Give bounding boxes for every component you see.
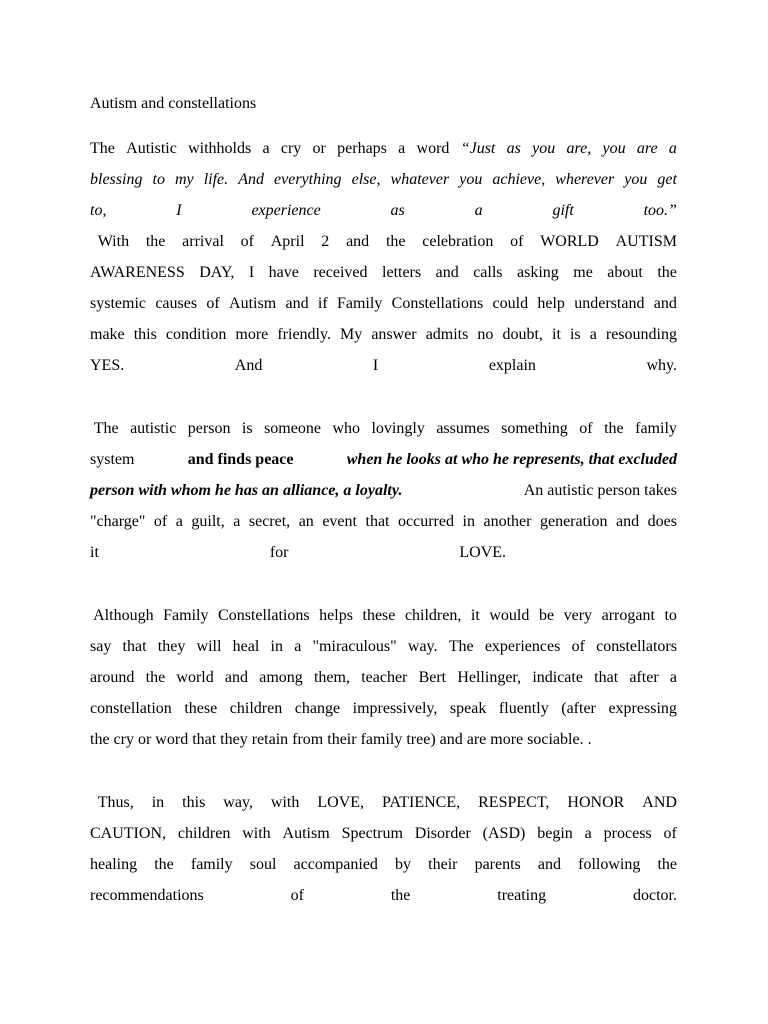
text-line: blessing to my life. And everything else, whatever you achieve, wherever you get <box>90 171 677 188</box>
text-line: YES. And I explain why. <box>90 357 677 374</box>
text-line: around the world and among them, teacher Bert Hellinger, indicate that after a <box>90 669 677 686</box>
text-line: recommendations of the treating doctor. <box>90 887 677 904</box>
text-line: systemic causes of Autism and if Family Constellations could help understand and <box>90 295 677 312</box>
text-line: With the arrival of April 2 and the celebration of WORLD AUTISM <box>90 233 677 250</box>
text-line: CAUTION, children with Autism Spectrum Disorder (ASD) begin a process of <box>90 825 677 842</box>
text-line: Although Family Constellations helps these children, it would be very arrogant to <box>90 607 677 624</box>
text-line: Thus, in this way, with LOVE, PATIENCE, RESPECT, HONOR AND <box>90 794 677 811</box>
text-line: the cry or word that they retain from their family tree) and are more sociable. . <box>90 731 592 748</box>
text-line: person with whom he has an alliance, a loyalty. An autistic person takes <box>90 482 677 499</box>
text-line: system and finds peace when he looks at who he represents, that excluded <box>90 451 677 468</box>
text-line: it for LOVE. <box>90 544 507 561</box>
text-line: AWARENESS DAY, I have received letters and calls asking me about the <box>90 264 677 281</box>
text-line: healing the family soul accompanied by their parents and following the <box>90 856 677 873</box>
text-line: constellation these children change impressively, speak fluently (after expressing <box>90 700 677 717</box>
text-line: "charge" of a guilt, a secret, an event that occurred in another generation and does <box>90 513 677 530</box>
text-line: to, I experience as a gift too.” <box>90 202 677 219</box>
text-line: The autistic person is someone who lovingly assumes something of the family <box>90 420 677 437</box>
text-line: say that they will heal in a "miraculous" way. The experiences of constellators <box>90 638 677 655</box>
document-title: Autism and constellations <box>90 95 257 112</box>
text-line: The Autistic withholds a cry or perhaps a word “Just as you are, you are a <box>90 140 677 157</box>
text-line: make this condition more friendly. My answer admits no doubt, it is a resounding <box>90 326 677 343</box>
